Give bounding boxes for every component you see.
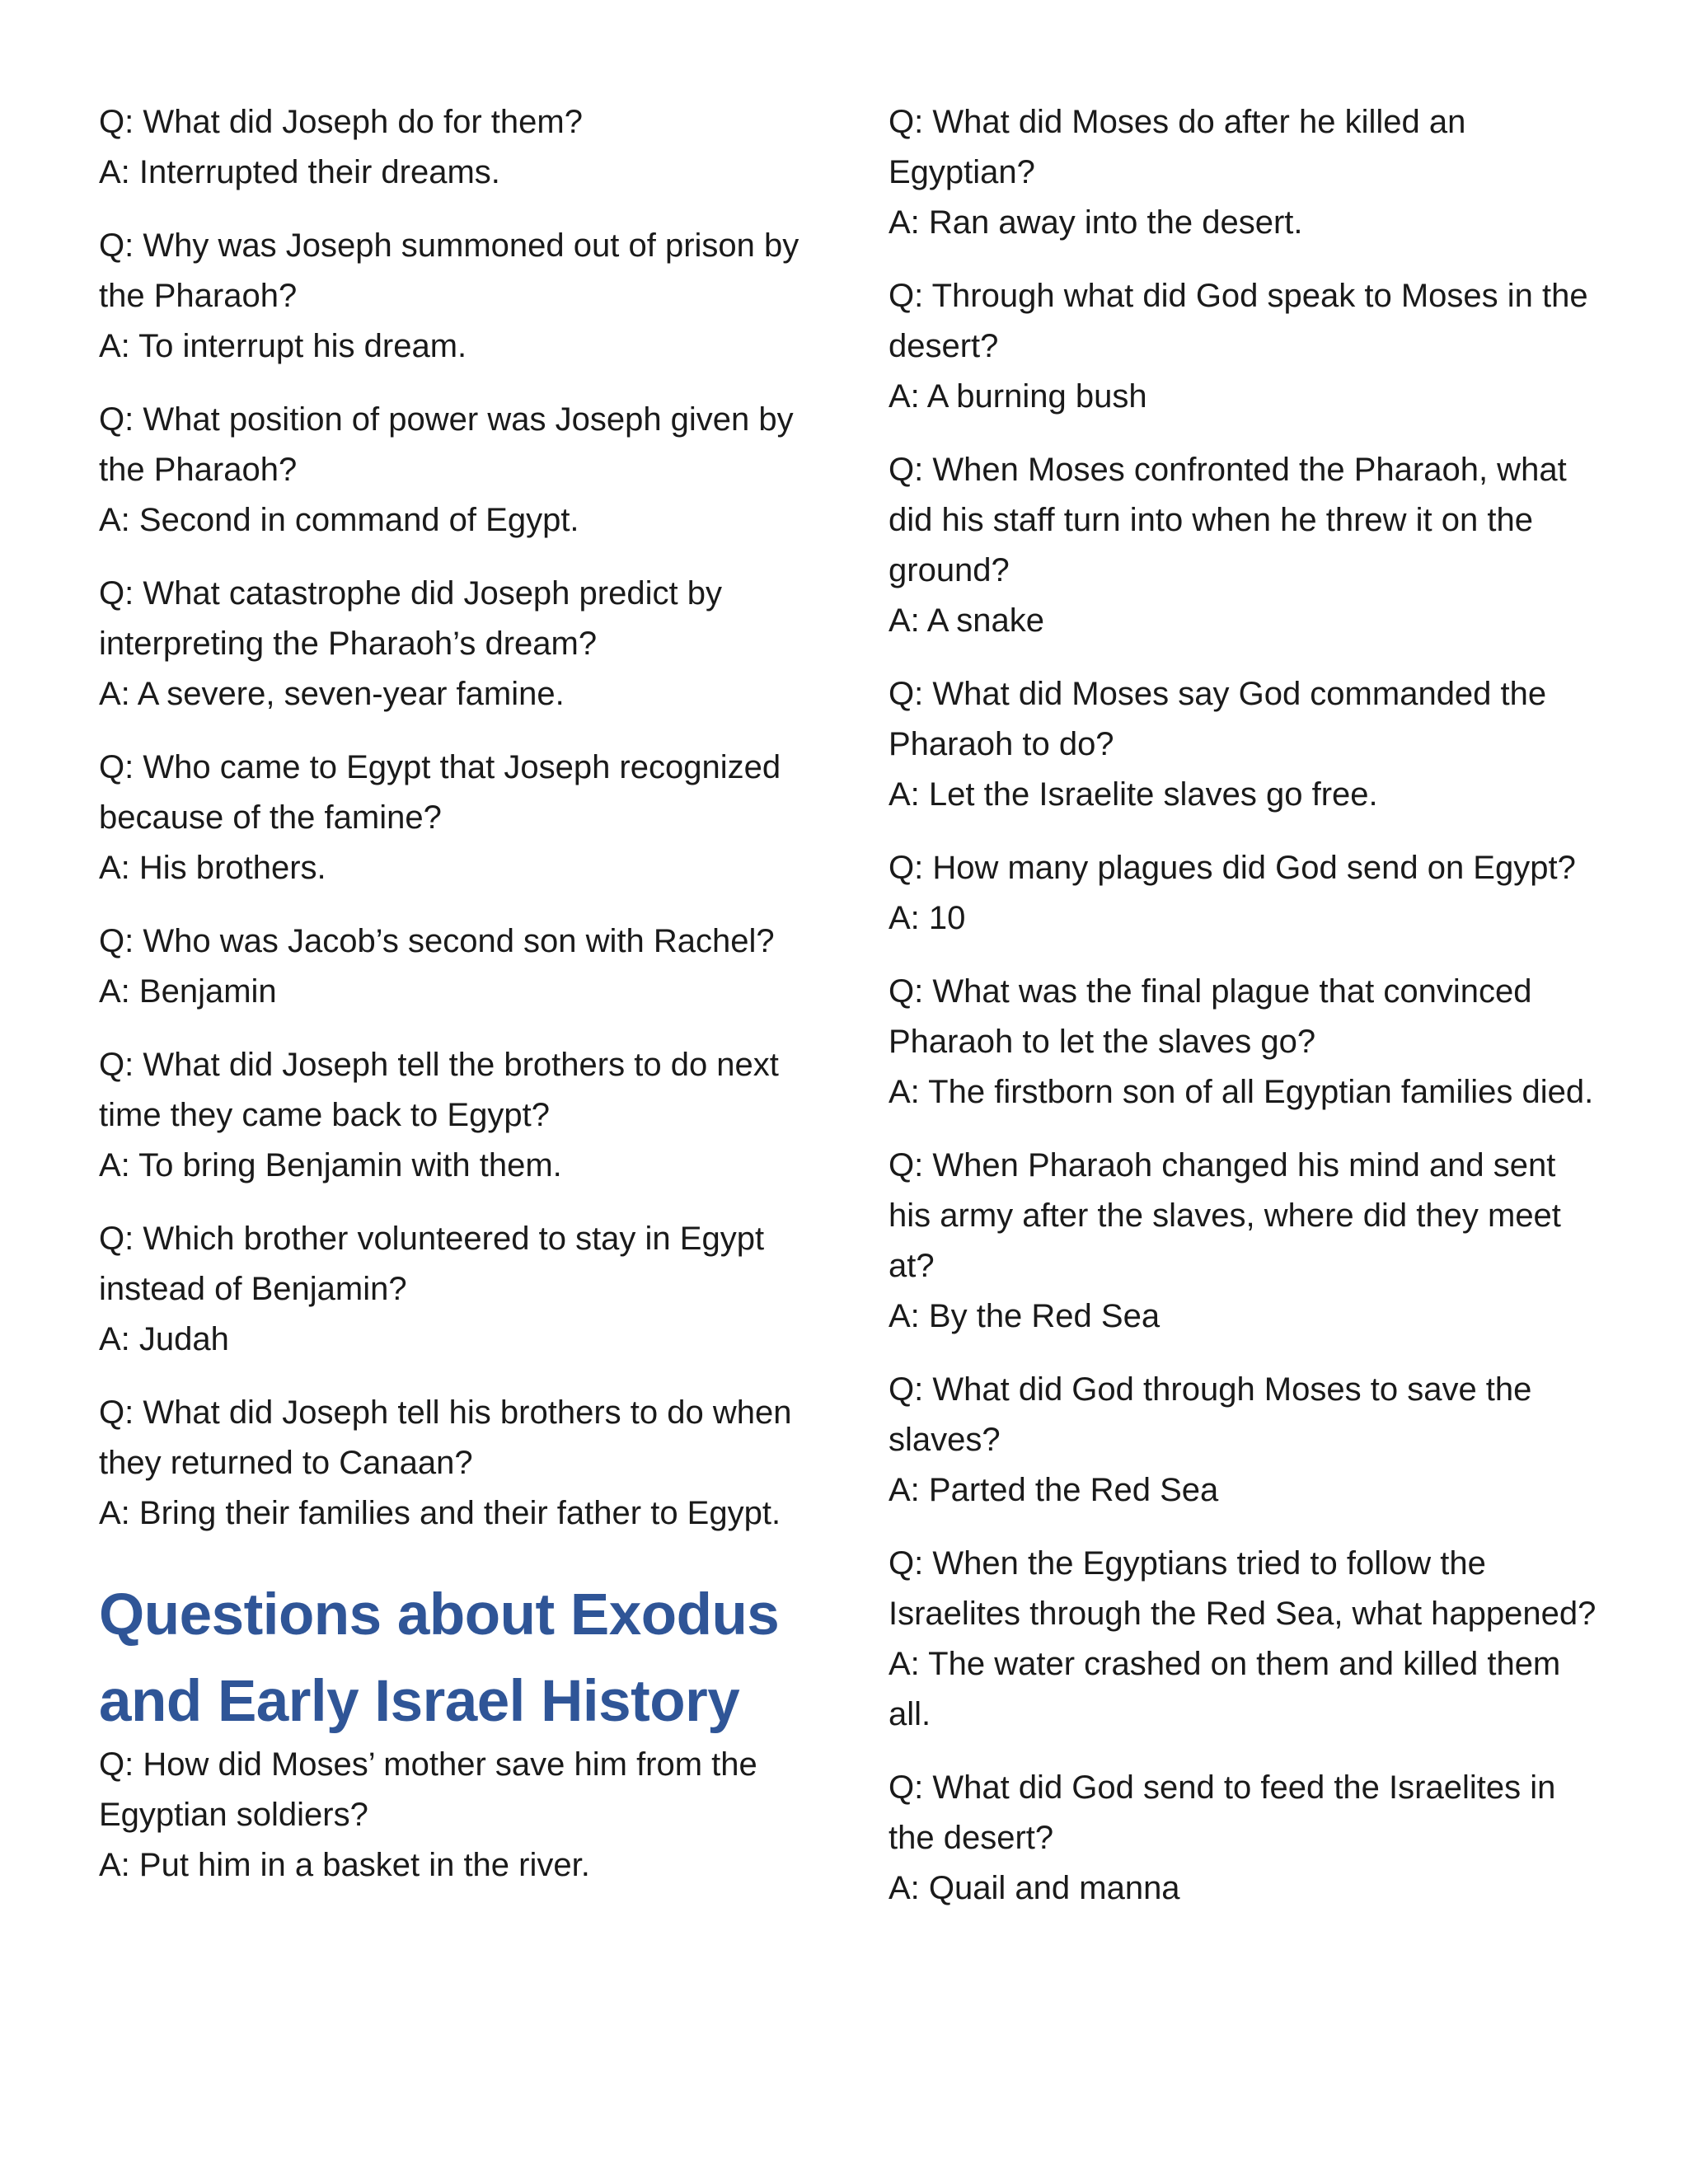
question-text: Q: What did Joseph tell the brothers to do next time they came back to Egypt? [99, 1047, 779, 1133]
qa-item [889, 967, 1597, 1118]
answer-text: A: Benjamin [99, 973, 277, 1010]
question-text: Q: How did Moses’ mother save him from the Egyptian soldiers? [99, 1746, 757, 1833]
question-text: Q: How many plagues did God send on Egypt? [889, 850, 1576, 886]
question-text: Q: When Moses confronted the Pharaoh, what did his staff turn into when he threw it on the ground? [889, 452, 1567, 588]
answer-text: A: Put him in a basket in the river. [99, 1847, 590, 1883]
answer-text: A: The water crashed on them and killed them all. [889, 1646, 1561, 1732]
qa-item [99, 1740, 808, 1891]
question-text: Q: What did Joseph do for them? [99, 104, 583, 140]
qa-item [889, 843, 1597, 944]
right-column [889, 97, 1597, 1937]
qa-item [99, 1040, 808, 1191]
answer-text: A: Let the Israelite slaves go free. [889, 776, 1378, 813]
answer-text: A: The firstborn son of all Egyptian families died. [889, 1074, 1594, 1110]
question-text: Q: When Pharaoh changed his mind and sent his army after the slaves, where did they meet at? [889, 1147, 1561, 1284]
question-text: Q: Through what did God speak to Moses in the desert? [889, 278, 1588, 364]
qa-item [99, 743, 808, 893]
qa-item [889, 1141, 1597, 1342]
question-text: Q: Who came to Egypt that Joseph recognized because of the famine? [99, 749, 781, 836]
question-text: Q: What catastrophe did Joseph predict by interpreting the Pharaoh’s dream? [99, 575, 722, 662]
answer-text: A: Parted the Red Sea [889, 1472, 1219, 1508]
answer-text: A: Quail and manna [889, 1870, 1180, 1906]
qa-item [99, 221, 808, 372]
qa-item [889, 1539, 1597, 1740]
qa-item [99, 395, 808, 546]
answer-text: A: Judah [99, 1321, 229, 1357]
qa-item [99, 1388, 808, 1539]
question-text: Q: Which brother volunteered to stay in Egypt instead of Benjamin? [99, 1221, 765, 1307]
qa-item [99, 97, 808, 198]
answer-text: A: Second in command of Egypt. [99, 502, 579, 538]
answer-text: A: To interrupt his dream. [99, 328, 467, 364]
section-heading: Questions about Exodus and Early Israel History [99, 1582, 780, 1734]
answer-text: A: By the Red Sea [889, 1298, 1160, 1334]
answer-text: A: Interrupted their dreams. [99, 154, 500, 190]
qa-item [99, 569, 808, 719]
qa-item [889, 97, 1597, 248]
qa-item [889, 271, 1597, 422]
question-text: Q: What did Moses say God commanded the Pharaoh to do? [889, 676, 1547, 762]
answer-text: A: His brothers. [99, 850, 326, 886]
qa-item [99, 1214, 808, 1365]
question-text: Q: Why was Joseph summoned out of prison by the Pharaoh? [99, 227, 799, 314]
question-text: Q: What position of power was Joseph given by the Pharaoh? [99, 401, 794, 488]
qa-item [889, 669, 1597, 820]
answer-text: A: A severe, seven-year famine. [99, 676, 565, 712]
question-text: Q: When the Egyptians tried to follow the Israelites through the Red Sea, what happened? [889, 1545, 1597, 1632]
qa-item [889, 1763, 1597, 1914]
qa-item [889, 1365, 1597, 1516]
answer-text: A: Bring their families and their father to Egypt. [99, 1495, 781, 1531]
left-column [99, 97, 808, 1914]
question-text: Q: What did Moses do after he killed an Egyptian? [889, 104, 1466, 190]
answer-text: A: Ran away into the desert. [889, 204, 1303, 241]
question-text: Q: What did God through Moses to save the slaves? [889, 1371, 1532, 1458]
answer-text: A: A burning bush [889, 378, 1147, 415]
question-text: Q: Who was Jacob’s second son with Rachel? [99, 923, 775, 959]
qa-item [99, 916, 808, 1017]
qa-item [889, 445, 1597, 646]
question-text: Q: What did God send to feed the Israelites in the desert? [889, 1769, 1556, 1856]
answer-text: A: A snake [889, 602, 1045, 639]
answer-text: A: 10 [889, 900, 966, 936]
answer-text: A: To bring Benjamin with them. [99, 1147, 562, 1183]
question-text: Q: What did Joseph tell his brothers to do when they returned to Canaan? [99, 1394, 792, 1481]
question-text: Q: What was the final plague that convinced Pharaoh to let the slaves go? [889, 973, 1532, 1060]
